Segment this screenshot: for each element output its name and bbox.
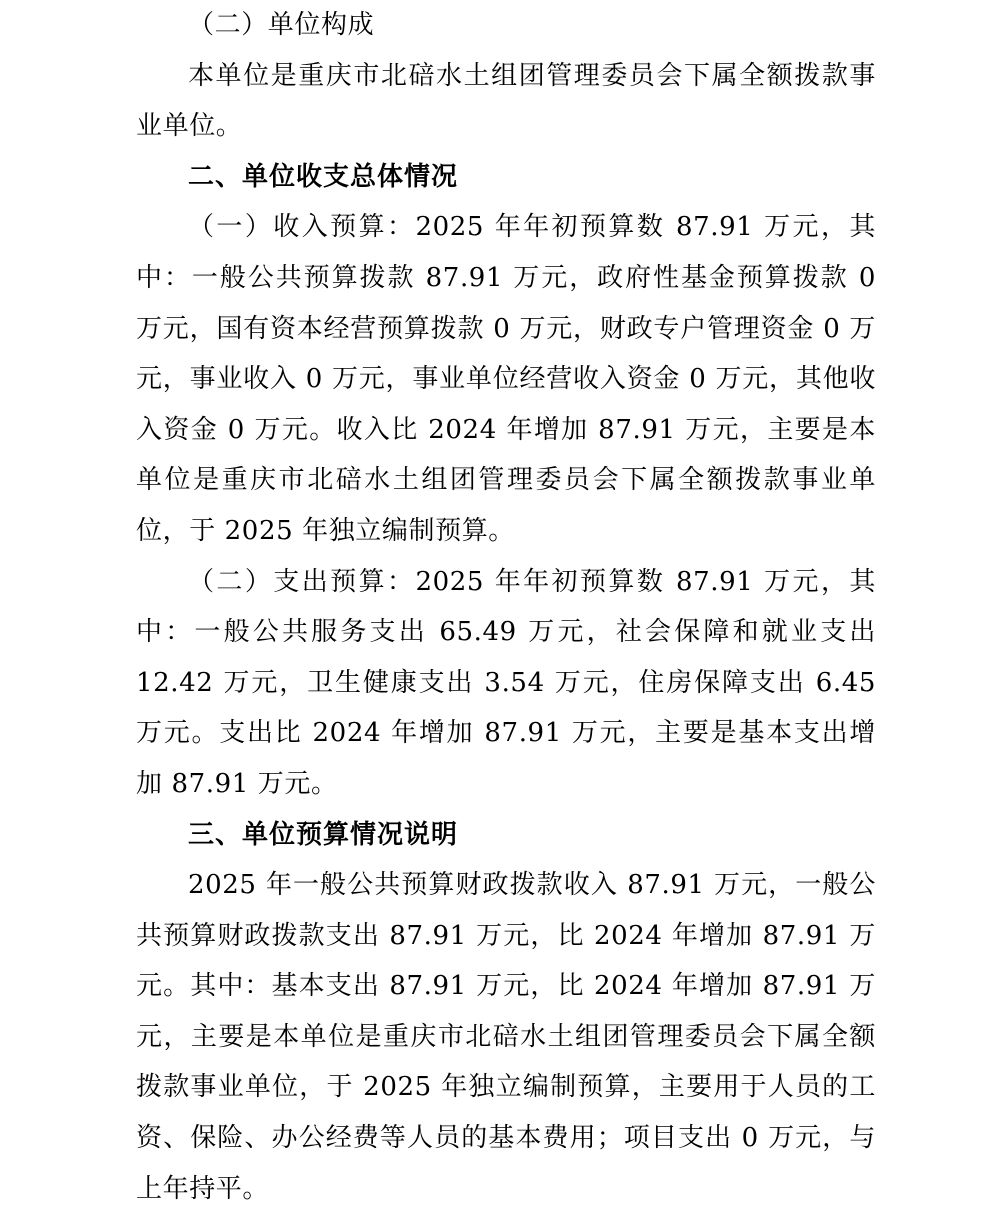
section-two-heading: 二、单位收支总体情况 <box>188 161 459 192</box>
document-page <box>136 0 876 1214</box>
budget-explanation-paragraph: 2025 年一般公共预算财政拨款收入 87.91 万元，一般公共预算财政拨款支出 87.91 万元，比 2024 年增加 87.91 万元。其中：基本支出 87.91 万元，比 2024 年增加 87.91 万元，主要是本单位是重庆市北碚水土组团管理委员会下属全额拨款事业单位，于 2025 年独立编制预算，主要用于人员的工资、保险、办公经费等人员的基本费用；项目支出 0 万元，与上年持平。 <box>136 870 876 1204</box>
unit-composition-heading: （二）单位构成 <box>188 10 375 40</box>
income-budget-paragraph: （一）收入预算：2025 年年初预算数 87.91 万元，其中：一般公共预算拨款 87.91 万元，政府性基金预算拨款 0 万元，国有资本经营预算拨款 0 万元，财政专户管理资金 0 万元，事业收入 0 万元，事业单位经营收入资金 0 万元，其他收入资金 0 万元。收入比 2024 年增加 87.91 万元，主要是本单位是重庆市北碚水土组团管理委员会下属全额拨款事业单位，于 2025 年独立编制预算。 <box>136 212 876 546</box>
unit-composition-paragraph: 本单位是重庆市北碚水土组团管理委员会下属全额拨款事业单位。 <box>136 60 876 142</box>
expenditure-budget-paragraph: （二）支出预算：2025 年年初预算数 87.91 万元，其中：一般公共服务支出 65.49 万元，社会保障和就业支出 12.42 万元，卫生健康支出 3.54 万元，住房保障支出 6.45 万元。支出比 2024 年增加 87.91 万元，主要是基本支出增加 87.91 万元。 <box>136 566 876 799</box>
section-three-heading: 三、单位预算情况说明 <box>188 819 459 850</box>
